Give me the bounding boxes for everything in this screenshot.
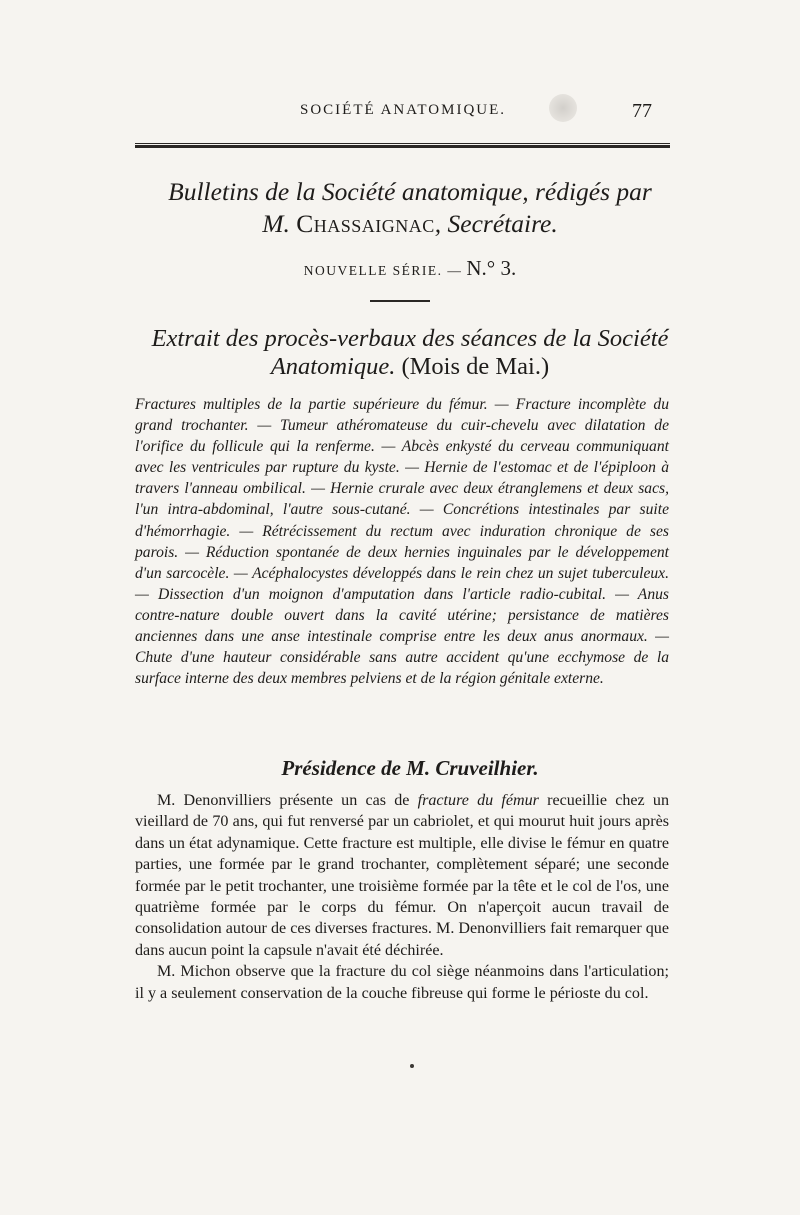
running-head-title: SOCIÉTÉ ANATOMIQUE. [300, 102, 507, 118]
series-line [130, 256, 690, 281]
paragraph-italic: fracture du fémur [417, 792, 539, 809]
title-line: Bulletins de la Société anatomique, rédigés par [168, 177, 652, 206]
page-number: 77 [632, 100, 652, 122]
paragraph-text: recueillie chez un vieillard de 70 ans, qui fut renversé par un cabriolet, et qui mourut huit jours après dans un état adynamique. Cette fracture est multiple, elle divise le fémur en quatre parties, une formée par le grand trochanter, complètement séparé; une seconde formée par le petit trochanter, une troisième formée par la tête et le col de l'os, une quatrième formée par le corps du fémur. On n'aperçoit aucun travail de consolidation autour de ces diverses fractures. M. Denonvilliers fait remarquer que dans aucun point la capsule n'avait été déchirée. [135, 792, 669, 959]
paragraph-text: M. Denonvilliers présente un cas de [157, 792, 418, 809]
presidency-name: Cruveilhier. [435, 756, 539, 780]
ink-dot [410, 1064, 414, 1068]
running-head [0, 100, 800, 126]
title-author-prefix: M. [262, 209, 290, 238]
body-text [135, 790, 669, 1004]
paragraph [135, 790, 669, 961]
section-heading-text: Extrait des procès-verbaux des séances de la Société Anatomique. [151, 325, 669, 380]
title-author-suffix: , Secrétaire. [434, 209, 558, 238]
title-author-name: Chassaignac [296, 209, 435, 238]
presidency-heading [130, 756, 690, 781]
header-double-rule [135, 143, 670, 148]
paragraph-text: M. Michon observe que la fracture du col siège néanmoins dans l'articulation; il y a seulement conservation de la couche fibreuse qui forme le périoste du col. [135, 963, 669, 1002]
section-divider [370, 300, 430, 302]
series-label: NOUVELLE SÉRIE. — [303, 263, 463, 278]
series-number: N.° 3. [466, 256, 517, 280]
page-title [130, 176, 690, 240]
presidency-prefix: Présidence de M. [281, 756, 431, 780]
section-heading [132, 325, 688, 381]
paragraph [135, 961, 669, 1004]
section-heading-month: (Mois de Mai.) [401, 353, 550, 380]
contents-summary: Fractures multiples de la partie supérieure du fémur. — Fracture incomplète du grand trochanter. — Tumeur athéromateuse du cuir-chevelu avec dilatation de l'orifice du follicule qui la renferme. — Abcès enkysté du cerveau communiquant avec les ventricules par rupture du kyste. — Hernie de l'estomac et de l'épiploon à travers l'anneau ombilical. — Hernie crurale avec deux étranglemens et deux sacs, l'un intra-abdominal, l'autre sous-cutané. — Concrétions intestinales par suite d'hémorrhagie. — Rétrécissement du rectum avec induration chronique de ses parois. — Réduction spontanée de deux hernies inguinales par le développement d'un sarcocèle. — Acéphalocystes développés dans le rein chez un sujet tuberculeux. — Dissection d'un moignon d'amputation dans l'article radio-cubital. — Anus contre-nature double ouvert dans la cavité utérine; persistance de matières anciennes dans une anse intestinale comprise entre les deux anus anormaux. — Chute d'une hauteur considérable sans autre accident qu'une ecchymose de la surface interne des deux membres pelviens et de la région génitale externe. [135, 396, 669, 688]
library-stamp-icon [549, 94, 577, 122]
